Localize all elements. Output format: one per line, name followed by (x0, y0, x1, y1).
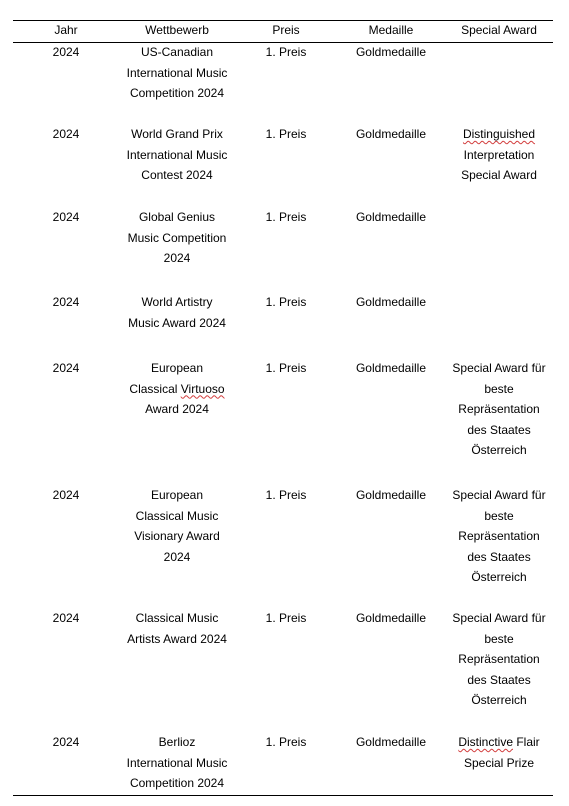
cell-line: Distinctive Flair (458, 735, 540, 749)
cell-preis: 1. Preis (265, 361, 307, 375)
cell-line: Visionary Award (134, 529, 220, 544)
cell-medaille: Goldmedaille (355, 127, 427, 141)
cell-special-award (446, 608, 552, 711)
cell-line: Award 2024 (145, 402, 209, 417)
column-header-medaille: Medaille (368, 23, 414, 37)
cell-preis: 1. Preis (265, 735, 307, 749)
cell-line: Artists Award 2024 (127, 631, 227, 646)
cell-line: Special Award für (452, 488, 546, 502)
cell-jahr: 2024 (52, 45, 80, 59)
table-header (0, 21, 569, 39)
column-header-jahr: Jahr (54, 23, 78, 37)
cell-line: Repräsentation (458, 402, 540, 417)
cell-special-award (446, 485, 552, 588)
cell-line: Classical Virtuoso (129, 381, 225, 396)
cell-line: Classical Music (135, 508, 219, 523)
cell-wettbewerb (117, 358, 237, 420)
cell-line: Special Award für (452, 361, 546, 375)
cell-line: European (150, 361, 204, 375)
cell-line: US-Canadian (140, 45, 214, 59)
cell-jahr: 2024 (52, 361, 80, 375)
cell-jahr: 2024 (52, 488, 80, 502)
column-header-wettbewerb: Wettbewerb (145, 23, 209, 37)
cell-medaille: Goldmedaille (355, 210, 427, 224)
cell-jahr: 2024 (52, 127, 80, 141)
cell-line: Global Genius (138, 210, 216, 224)
cell-medaille: Goldmedaille (355, 735, 427, 749)
cell-line: Special Prize (463, 755, 535, 770)
cell-line: Repräsentation (458, 652, 540, 667)
cell-line: 2024 (163, 549, 191, 564)
cell-jahr: 2024 (52, 295, 80, 309)
cell-medaille: Goldmedaille (355, 488, 427, 502)
cell-line: Competition 2024 (129, 776, 225, 791)
cell-special-award (446, 732, 552, 773)
cell-line: des Staates (467, 549, 531, 564)
cell-line: Repräsentation (458, 529, 540, 544)
cell-line: Österreich (471, 570, 527, 585)
cell-special-award (446, 358, 552, 461)
cell-line: Interpretation (463, 147, 535, 162)
cell-line: World Artistry (141, 295, 213, 309)
cell-wettbewerb (117, 124, 237, 186)
cell-line: des Staates (467, 422, 531, 437)
cell-line: Music Award 2024 (128, 315, 226, 330)
cell-line (446, 124, 552, 145)
cell-medaille: Goldmedaille (355, 295, 427, 309)
cell-jahr: 2024 (52, 210, 80, 224)
cell-medaille: Goldmedaille (355, 611, 427, 625)
cell-wettbewerb (117, 42, 237, 104)
cell-wettbewerb (117, 732, 237, 794)
cell-wettbewerb (117, 485, 237, 567)
cell-preis: 1. Preis (265, 611, 307, 625)
cell-line: beste (484, 631, 514, 646)
cell-preis: 1. Preis (265, 127, 307, 141)
cell-line: World Grand Prix (131, 127, 223, 141)
cell-special-award (446, 124, 552, 186)
cell-line: Special Award für (452, 611, 546, 625)
spellcheck-flag: Distinctive (458, 735, 513, 749)
cell-line: European (150, 488, 204, 502)
cell-line: Music Competition (127, 230, 227, 245)
cell-line: Competition 2024 (129, 86, 225, 101)
column-header-special-award: Special Award (461, 23, 537, 37)
cell-preis: 1. Preis (265, 210, 307, 224)
cell-jahr: 2024 (52, 611, 80, 625)
cell-line: Österreich (471, 443, 527, 458)
cell-line: International Music (126, 755, 228, 770)
cell-line: beste (484, 381, 514, 396)
cell-wettbewerb (117, 292, 237, 333)
cell-medaille: Goldmedaille (355, 361, 427, 375)
cell-preis: 1. Preis (265, 295, 307, 309)
column-header-preis: Preis (272, 23, 300, 37)
cell-line: Special Award (461, 168, 537, 183)
cell-line: Contest 2024 (141, 168, 213, 183)
spellcheck-flag: Virtuoso (180, 381, 225, 396)
cell-line: International Music (126, 147, 228, 162)
cell-line: Österreich (471, 693, 527, 708)
cell-medaille: Goldmedaille (355, 45, 427, 59)
cell-jahr: 2024 (52, 735, 80, 749)
table-bottom-rule (13, 795, 553, 796)
cell-preis: 1. Preis (265, 488, 307, 502)
cell-line: Berlioz (158, 735, 196, 749)
cell-preis: 1. Preis (265, 45, 307, 59)
cell-line: International Music (126, 65, 228, 80)
cell-line: beste (484, 508, 514, 523)
cell-wettbewerb (117, 608, 237, 649)
cell-line: 2024 (163, 251, 191, 266)
cell-line: des Staates (467, 672, 531, 687)
cell-wettbewerb (117, 207, 237, 269)
cell-line: Classical Music (135, 611, 219, 625)
spellcheck-flag: Distinguished (462, 127, 536, 141)
